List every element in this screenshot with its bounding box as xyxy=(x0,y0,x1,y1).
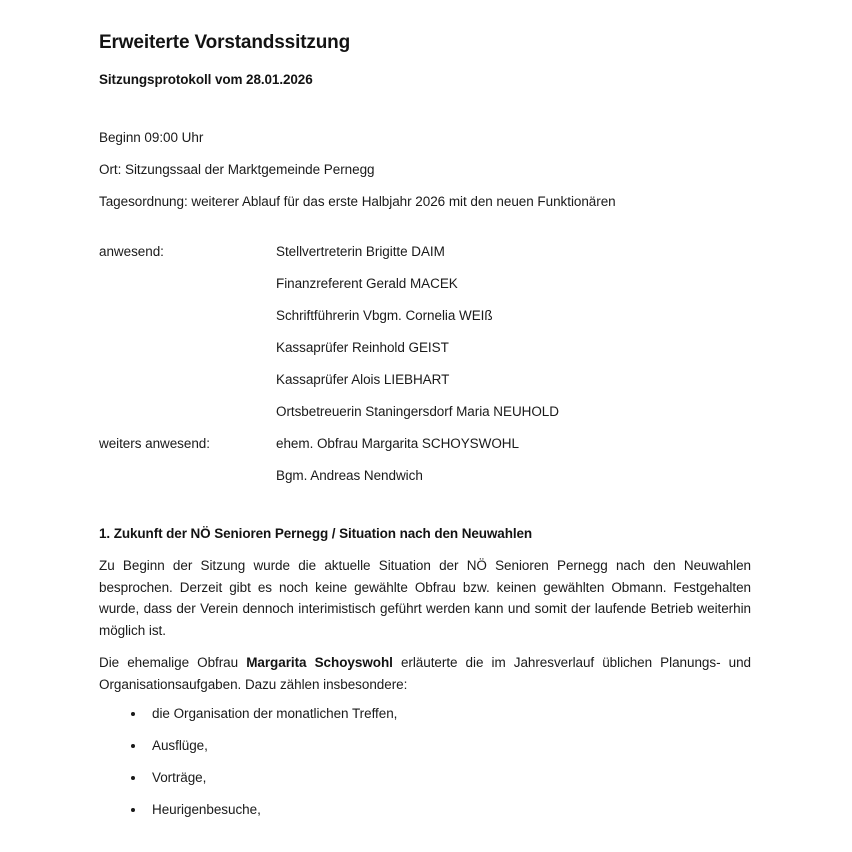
attendee-name: Schriftführerin Vbgm. Cornelia WEIß xyxy=(276,308,493,323)
bullet-dot-icon xyxy=(131,744,135,748)
list-item-label: die Organisation der monatlichen Treffen, xyxy=(152,706,398,721)
attendee-label: weiters anwesend: xyxy=(99,436,210,451)
section-1-paragraph-2 xyxy=(99,641,751,695)
list-item-label: Heurigenbesuche, xyxy=(152,802,261,817)
attendee-name: Ortsbetreuerin Staningersdorf Maria NEUHOLD xyxy=(276,404,559,419)
intro-block xyxy=(99,128,751,212)
paragraph-2-tail: erläuterte die im Jahresverlauf üblichen Planungs- und Organisationsaufgaben. Dazu zählen insbesondere: xyxy=(99,655,751,692)
highlighted-name: Margarita Schoyswohl xyxy=(246,655,393,670)
attendee-name: Bgm. Andreas Nendwich xyxy=(276,468,423,483)
attendee-name: Stellvertreterin Brigitte DAIM xyxy=(276,244,445,259)
list-item xyxy=(99,736,751,768)
page-title: Erweiterte Vorstandssitzung xyxy=(99,32,351,53)
attendee-row xyxy=(99,434,751,466)
section-1-paragraph-1: Zu Beginn der Sitzung wurde die aktuelle Situation der NÖ Senioren Pernegg nach den Neuwahlen besprochen. Derzeit gibt es noch keine gewählte Obfrau bzw. keinen gewählten Obmann. Festgehalten wurde, dass der Verein dennoch interimistisch geführt werden kann und somit der laufende Betrieb weiterhin möglich ist. xyxy=(99,558,751,638)
attendee-row xyxy=(99,306,751,338)
attendee-name: ehem. Obfrau Margarita SCHOYSWOHL xyxy=(276,436,519,451)
attendee-row xyxy=(99,370,751,402)
intro-line-start-time: Beginn 09:00 Uhr xyxy=(99,130,204,145)
bullet-dot-icon xyxy=(131,808,135,812)
attendee-name: Kassaprüfer Alois LIEBHART xyxy=(276,372,450,387)
intro-line-location: Ort: Sitzungssaal der Marktgemeinde Pernegg xyxy=(99,162,375,177)
attendee-name: Finanzreferent Gerald MACEK xyxy=(276,276,458,291)
attendees-list xyxy=(99,242,751,498)
attendee-row xyxy=(99,466,751,498)
bullet-dot-icon xyxy=(131,776,135,780)
list-item-label: Ausflüge, xyxy=(152,738,208,753)
attendee-row xyxy=(99,338,751,370)
paragraph-2-lead: Die ehemalige Obfrau xyxy=(99,655,247,670)
list-item-label: Vorträge, xyxy=(152,770,207,785)
list-item xyxy=(99,768,751,800)
attendee-row xyxy=(99,242,751,274)
attendee-row xyxy=(99,402,751,434)
bullet-dot-icon xyxy=(131,712,135,716)
attendee-label: anwesend: xyxy=(99,244,164,259)
document-subtitle: Sitzungsprotokoll vom 28.01.2026 xyxy=(99,72,313,87)
list-item xyxy=(99,704,751,736)
section-heading-1: 1. Zukunft der NÖ Senioren Pernegg / Situation nach den Neuwahlen xyxy=(99,526,533,541)
intro-line-agenda: Tagesordnung: weiterer Ablauf für das erste Halbjahr 2026 mit den neuen Funktionären xyxy=(99,194,616,209)
list-item xyxy=(99,800,751,832)
attendee-name: Kassaprüfer Reinhold GEIST xyxy=(276,340,449,355)
section-1-bullet-list xyxy=(99,695,751,832)
attendee-row xyxy=(99,274,751,306)
